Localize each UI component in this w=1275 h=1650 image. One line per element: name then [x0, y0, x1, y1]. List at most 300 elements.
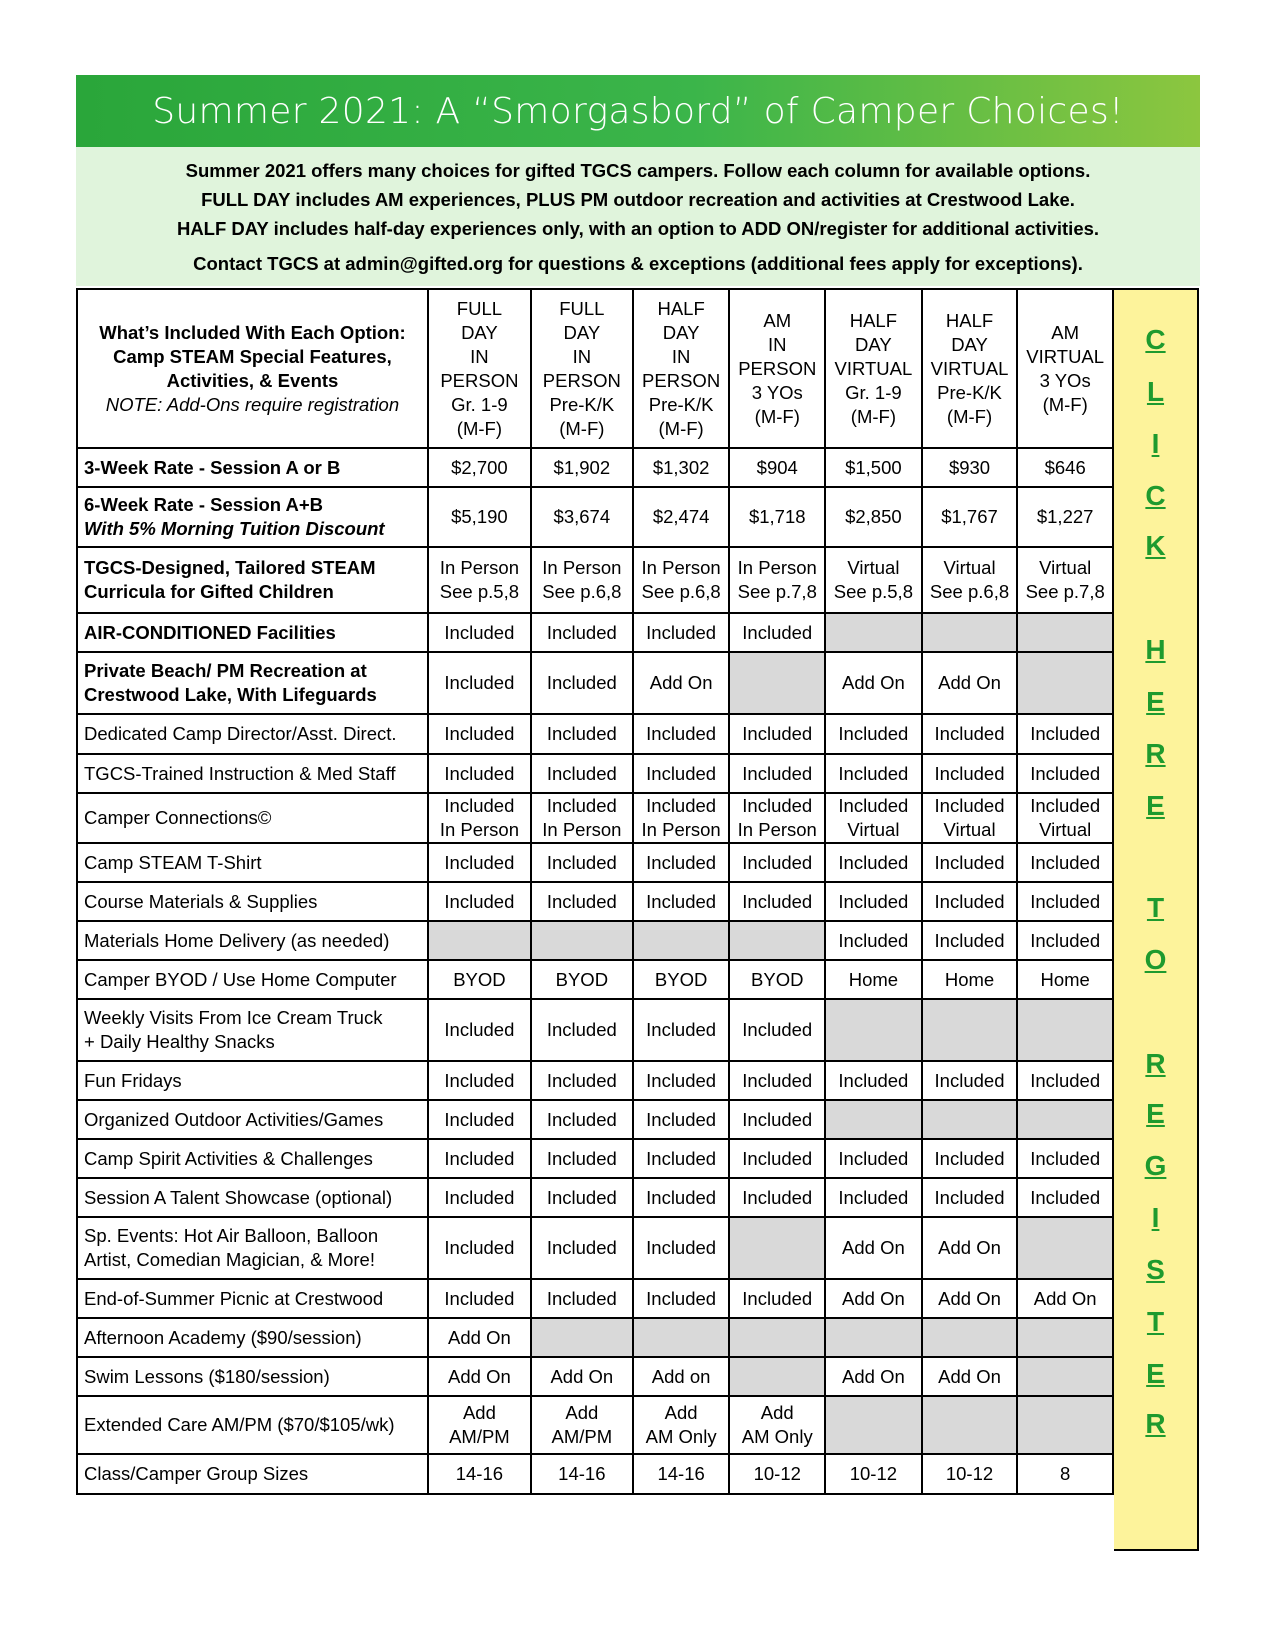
cell-line: $904: [756, 456, 798, 478]
table-cell: [428, 1178, 531, 1217]
row-label: [77, 1454, 428, 1494]
cell-line: Artist, Comedian Magician, & More!: [84, 1249, 375, 1270]
cell-line: Home: [1040, 968, 1090, 990]
cell-line: Home: [944, 968, 995, 990]
row-label: [77, 999, 428, 1061]
table-cell: [633, 1396, 730, 1454]
table-cell: [428, 714, 531, 754]
table-cell: [729, 882, 825, 921]
cell-line: Included: [742, 795, 813, 816]
table-cell: [633, 793, 730, 843]
cell-line: Included: [1030, 929, 1101, 951]
register-letter[interactable]: R: [1145, 1408, 1166, 1439]
register-letter[interactable]: O: [1144, 944, 1167, 975]
cell-line: DAY: [951, 333, 988, 355]
table-cell: [531, 1217, 633, 1279]
cell-line: 10-12: [945, 1463, 994, 1484]
cell-line: Home: [848, 968, 899, 990]
table-cell: [729, 487, 825, 547]
table-cell: [633, 843, 730, 882]
cell-line: Included: [546, 1237, 617, 1258]
cell-line: Included: [546, 1108, 617, 1130]
table-cell: [825, 547, 922, 613]
cell-line: Included: [934, 795, 1005, 816]
cell-line: Included: [646, 890, 717, 912]
table-cell: [825, 1357, 922, 1396]
table-cell: [428, 960, 531, 999]
cell-line: PERSON: [642, 369, 721, 391]
cell-line: Included: [934, 851, 1005, 873]
cell-line: Included: [546, 1019, 617, 1040]
table-cell: [729, 999, 825, 1061]
table-cell: [729, 448, 825, 487]
cell-line: (M-F): [559, 417, 605, 439]
cell-line: Fun Fridays: [84, 1069, 182, 1091]
table-cell: [922, 487, 1018, 547]
cell-line: Included: [546, 795, 617, 816]
table-cell: [531, 1357, 633, 1396]
header-label-line: Camp STEAM Special Features,: [113, 345, 392, 367]
table-cell: [1017, 714, 1113, 754]
table-row: [77, 1217, 1113, 1279]
empty-cell: [922, 1396, 1018, 1454]
cell-line: Included: [1030, 851, 1101, 873]
cell-line: AM/PM: [449, 1426, 510, 1447]
cell-line: Included: [742, 1287, 813, 1309]
cell-line: AM/PM: [551, 1426, 613, 1447]
table-cell: [633, 754, 730, 793]
table-cell: [922, 793, 1018, 843]
cell-line: PERSON: [738, 357, 817, 379]
cell-line: Included: [444, 1287, 515, 1309]
table-cell: [633, 1357, 730, 1396]
table-cell: [1017, 1139, 1113, 1178]
table-cell: [1017, 793, 1113, 843]
empty-cell: [825, 999, 922, 1061]
cell-line: $5,190: [451, 506, 508, 527]
table-cell: [825, 714, 922, 754]
cell-line: Private Beach/ PM Recreation at: [84, 660, 367, 681]
table-cell: [633, 1061, 730, 1100]
empty-cell: [729, 652, 825, 714]
table-cell: [1017, 547, 1113, 613]
table-cell: [633, 1178, 730, 1217]
table-cell: [633, 1139, 730, 1178]
table-cell: [531, 448, 633, 487]
table-cell: [531, 843, 633, 882]
cell-line: Included: [742, 1108, 813, 1130]
cell-line: See p.6,8: [641, 581, 721, 602]
table-row: [77, 960, 1113, 999]
cell-line: Curricula for Gifted Children: [84, 581, 334, 602]
table-cell: [428, 882, 531, 921]
column-header: [633, 289, 730, 448]
cell-line: Virtual: [943, 557, 996, 578]
empty-cell: [729, 1357, 825, 1396]
table-cell: [531, 882, 633, 921]
empty-cell: [1017, 1100, 1113, 1139]
cell-line: 3 YOs: [1039, 369, 1091, 391]
cell-line: In Person: [641, 557, 721, 578]
table-cell: [633, 1100, 730, 1139]
table-cell: [428, 1396, 531, 1454]
cell-line: IN: [671, 345, 691, 367]
table-cell: [729, 1139, 825, 1178]
cell-line: 14-16: [455, 1463, 504, 1484]
cell-line: Add: [760, 1402, 794, 1423]
table-cell: [825, 754, 922, 793]
intro-panel: [76, 147, 1200, 286]
empty-cell: [922, 999, 1018, 1061]
table-cell: [729, 1100, 825, 1139]
cell-line: Included: [838, 1147, 909, 1169]
table-cell: [1017, 1454, 1113, 1494]
cell-line: Included: [742, 1069, 813, 1091]
table-cell: [1017, 843, 1113, 882]
table-row: [77, 754, 1113, 793]
register-letter[interactable]: T: [1146, 1306, 1165, 1337]
cell-line: AIR-CONDITIONED Facilities: [84, 621, 336, 643]
column-header: [531, 289, 633, 448]
click-here-to-register-link[interactable]: [1114, 288, 1199, 1551]
table-cell: [531, 1396, 633, 1454]
cell-line: See p.5,8: [833, 581, 913, 602]
cell-line: (M-F): [754, 405, 800, 427]
table-cell: [825, 1217, 922, 1279]
table-cell: [825, 1061, 922, 1100]
register-letter[interactable]: G: [1144, 1150, 1167, 1181]
row-label: [77, 843, 428, 882]
table-cell: [531, 547, 633, 613]
table-cell: [825, 1139, 922, 1178]
table-cell: [1017, 448, 1113, 487]
cell-line: Class/Camper Group Sizes: [84, 1463, 309, 1484]
empty-cell: [825, 1100, 922, 1139]
register-letter[interactable]: E: [1146, 686, 1165, 717]
cell-line: IN: [572, 345, 592, 367]
empty-cell: [922, 613, 1018, 652]
table-cell: [922, 1061, 1018, 1100]
cell-line: Pre-K/K: [648, 393, 714, 415]
cell-line: 10-12: [849, 1463, 898, 1484]
table-cell: [428, 1139, 531, 1178]
register-letter[interactable]: C: [1145, 480, 1166, 511]
cell-line: Included: [444, 795, 515, 816]
table-row: [77, 652, 1113, 714]
row-label: [77, 1217, 428, 1279]
register-letter[interactable]: K: [1145, 530, 1166, 561]
cell-line: Add: [565, 1402, 599, 1423]
table-cell: [922, 1357, 1018, 1396]
table-cell: [1017, 1061, 1113, 1100]
table-row: [77, 1061, 1113, 1100]
table-cell: [531, 714, 633, 754]
cell-line: $2,700: [451, 456, 508, 478]
register-letter[interactable]: R: [1145, 1048, 1166, 1079]
register-letter[interactable]: E: [1146, 790, 1165, 821]
cell-line: With 5% Morning Tuition Discount: [84, 518, 385, 539]
empty-cell: [922, 1100, 1018, 1139]
register-letter[interactable]: L: [1146, 376, 1165, 407]
cell-line: (M-F): [850, 405, 896, 427]
empty-cell: [922, 1318, 1018, 1357]
register-letter[interactable]: E: [1146, 1098, 1165, 1129]
table-cell: [531, 754, 633, 793]
header-label-cell: [77, 289, 428, 448]
cell-line: (M-F): [456, 417, 502, 439]
cell-line: 14-16: [558, 1463, 606, 1484]
cell-line: Virtual: [943, 819, 996, 840]
table-cell: [633, 1454, 730, 1494]
cell-line: Add on: [651, 1365, 711, 1387]
cell-line: In Person: [542, 557, 622, 578]
table-cell: [729, 1454, 825, 1494]
cell-line: AM Only: [645, 1426, 717, 1447]
cell-line: BYOD: [751, 968, 804, 990]
row-label: [77, 960, 428, 999]
table-cell: [531, 652, 633, 714]
table-cell: [428, 613, 531, 652]
cell-line: AM Only: [741, 1426, 813, 1447]
table-row: [77, 1100, 1113, 1139]
column-header: [825, 289, 922, 448]
row-label: [77, 652, 428, 714]
page-banner: Summer 2021: A “Smorgasbord” of Camper Choices!: [76, 75, 1200, 147]
cell-line: Included: [934, 723, 1005, 744]
row-label: [77, 1279, 428, 1318]
cell-line: Included: [1030, 1186, 1101, 1208]
intro-line: FULL DAY includes AM experiences, PLUS PM outdoor recreation and activities at Crestwood Lake.: [201, 189, 1075, 210]
cell-line: (M-F): [1042, 393, 1088, 415]
cell-line: Included: [934, 929, 1005, 951]
cell-line: In Person: [641, 819, 721, 840]
row-label: [77, 754, 428, 793]
table-cell: [825, 487, 922, 547]
cell-line: Included: [838, 762, 909, 784]
table-row: [77, 1279, 1113, 1318]
row-label: [77, 1100, 428, 1139]
table-cell: [825, 1454, 922, 1494]
cell-line: Included: [742, 1019, 813, 1040]
cell-line: DAY: [662, 321, 700, 343]
cell-line: IN: [470, 345, 489, 367]
cell-line: $930: [948, 456, 991, 478]
cell-line: Gr. 1-9: [845, 381, 902, 403]
table-cell: [1017, 487, 1113, 547]
cell-line: Included: [444, 1069, 515, 1091]
table-row: [77, 882, 1113, 921]
cell-line: $1,500: [845, 456, 902, 478]
table-cell: [729, 960, 825, 999]
empty-cell: [1017, 1357, 1113, 1396]
cell-line: $2,474: [652, 506, 710, 527]
table-row: [77, 613, 1113, 652]
empty-cell: [1017, 1318, 1113, 1357]
intro-line: Summer 2021 offers many choices for gifted TGCS campers. Follow each column for available options.: [185, 160, 1091, 181]
table-row: [77, 487, 1113, 547]
cell-line: $3,674: [553, 506, 611, 527]
table-cell: [825, 843, 922, 882]
register-letter[interactable]: I: [1151, 428, 1160, 459]
register-letter[interactable]: T: [1146, 892, 1165, 923]
table-cell: [922, 1139, 1018, 1178]
cell-line: Add On: [842, 672, 905, 693]
row-label: [77, 1061, 428, 1100]
row-label: [77, 1139, 428, 1178]
table-cell: [633, 882, 730, 921]
register-letter[interactable]: S: [1146, 1254, 1165, 1285]
empty-cell: [729, 1217, 825, 1279]
cell-line: Included: [1030, 762, 1101, 784]
cell-line: See p.6,8: [542, 581, 622, 602]
cell-line: Included: [546, 621, 617, 643]
cell-line: Included: [838, 929, 909, 951]
empty-cell: [1017, 1396, 1113, 1454]
cell-line: Included: [546, 762, 617, 784]
cell-line: 14-16: [657, 1463, 705, 1484]
cell-line: + Daily Healthy Snacks: [84, 1031, 275, 1052]
header-row: [77, 289, 1113, 448]
cell-line: HALF: [945, 309, 994, 331]
table-cell: [531, 1139, 633, 1178]
cell-line: Included: [546, 1069, 617, 1091]
cell-line: Included: [934, 1069, 1005, 1091]
cell-line: Pre-K/K: [937, 381, 1002, 403]
cell-line: $2,850: [845, 506, 902, 527]
cell-line: DAY: [855, 333, 892, 355]
row-label: [77, 1396, 428, 1454]
cell-line: Add On: [842, 1237, 905, 1258]
table-cell: [922, 547, 1018, 613]
table-row: [77, 448, 1113, 487]
row-label: [77, 1357, 428, 1396]
cell-line: Included: [444, 1108, 515, 1130]
cell-line: Included: [838, 890, 909, 912]
table-cell: [1017, 1178, 1113, 1217]
register-letter[interactable]: E: [1146, 1358, 1165, 1389]
cell-line: Included: [934, 762, 1005, 784]
empty-cell: [825, 1396, 922, 1454]
cell-line: $1,902: [553, 456, 611, 478]
table-row: [77, 999, 1113, 1061]
cell-line: TGCS-Designed, Tailored STEAM: [84, 557, 376, 578]
table-cell: [729, 613, 825, 652]
table-cell: [428, 999, 531, 1061]
cell-line: (M-F): [658, 417, 704, 439]
table-cell: [922, 448, 1018, 487]
empty-cell: [428, 921, 531, 960]
cell-line: Crestwood Lake, With Lifeguards: [84, 684, 377, 705]
cell-line: Add: [664, 1402, 698, 1423]
cell-line: Included: [444, 1186, 515, 1208]
table-cell: [825, 882, 922, 921]
row-label: [77, 448, 428, 487]
cell-line: Included: [934, 890, 1005, 912]
table-cell: [428, 487, 531, 547]
cell-line: $646: [1044, 456, 1086, 478]
cell-line: Gr. 1-9: [451, 393, 508, 415]
table-cell: [922, 921, 1018, 960]
register-letter[interactable]: R: [1145, 738, 1166, 769]
table-cell: [1017, 921, 1113, 960]
table-cell: [531, 960, 633, 999]
cell-line: Add On: [448, 1365, 511, 1387]
cell-line: In Person: [542, 819, 622, 840]
table-cell: [633, 487, 730, 547]
cell-line: Included: [444, 723, 515, 744]
cell-line: Add On: [938, 1237, 1001, 1258]
cell-line: Afternoon Academy ($90/session): [84, 1326, 362, 1348]
register-letter[interactable]: C: [1145, 324, 1166, 355]
table-cell: [922, 754, 1018, 793]
table-cell: [633, 1217, 730, 1279]
cell-line: HALF: [657, 297, 705, 319]
cell-line: Extended Care AM/PM ($70/$105/wk): [84, 1414, 395, 1435]
row-label: [77, 882, 428, 921]
cell-line: Included: [838, 723, 909, 744]
table-row: [77, 1318, 1113, 1357]
cell-line: Included: [934, 1186, 1005, 1208]
cell-line: Included: [444, 1147, 515, 1169]
cell-line: 10-12: [753, 1463, 801, 1484]
cell-line: Included: [646, 1108, 717, 1130]
register-letter[interactable]: H: [1145, 634, 1166, 665]
table-row: [77, 921, 1113, 960]
cell-line: Add: [462, 1402, 496, 1423]
cell-line: Included: [646, 1069, 717, 1091]
cell-line: Included: [646, 1186, 717, 1208]
register-letter[interactable]: I: [1151, 1202, 1160, 1233]
table-cell: [825, 793, 922, 843]
cell-line: Add On: [842, 1365, 905, 1387]
cell-line: Included: [742, 723, 813, 744]
table-cell: [633, 1279, 730, 1318]
table-row: [77, 714, 1113, 754]
cell-line: Session A Talent Showcase (optional): [84, 1186, 393, 1208]
header-label-line: Activities, & Events: [166, 369, 339, 391]
table-cell: [633, 999, 730, 1061]
cell-line: Camp Spirit Activities & Challenges: [84, 1147, 373, 1169]
table-row: [77, 1139, 1113, 1178]
cell-line: HALF: [849, 309, 898, 331]
cell-line: Included: [546, 851, 617, 873]
table-cell: [922, 652, 1018, 714]
cell-line: $1,302: [652, 456, 710, 478]
cell-line: Included: [838, 795, 909, 816]
cell-line: Included: [646, 851, 717, 873]
cell-line: Included: [742, 1186, 813, 1208]
row-label: [77, 613, 428, 652]
empty-cell: [1017, 1217, 1113, 1279]
cell-line: $1,718: [748, 506, 806, 527]
cell-line: Weekly Visits From Ice Cream Truck: [84, 1007, 383, 1028]
cell-line: IN: [768, 333, 787, 355]
table-cell: [428, 652, 531, 714]
table-cell: [1017, 882, 1113, 921]
cell-line: Included: [444, 890, 515, 912]
table-row: [77, 793, 1113, 843]
cell-line: $1,767: [941, 506, 998, 527]
table-row: [77, 1396, 1113, 1454]
cell-line: Included: [1030, 890, 1101, 912]
cell-line: Course Materials & Supplies: [84, 890, 318, 912]
cell-line: FULL: [456, 297, 503, 319]
cell-line: Included: [646, 1237, 717, 1258]
cell-line: (M-F): [946, 405, 993, 427]
empty-cell: [531, 1318, 633, 1357]
column-header: [428, 289, 531, 448]
table-cell: [633, 547, 730, 613]
